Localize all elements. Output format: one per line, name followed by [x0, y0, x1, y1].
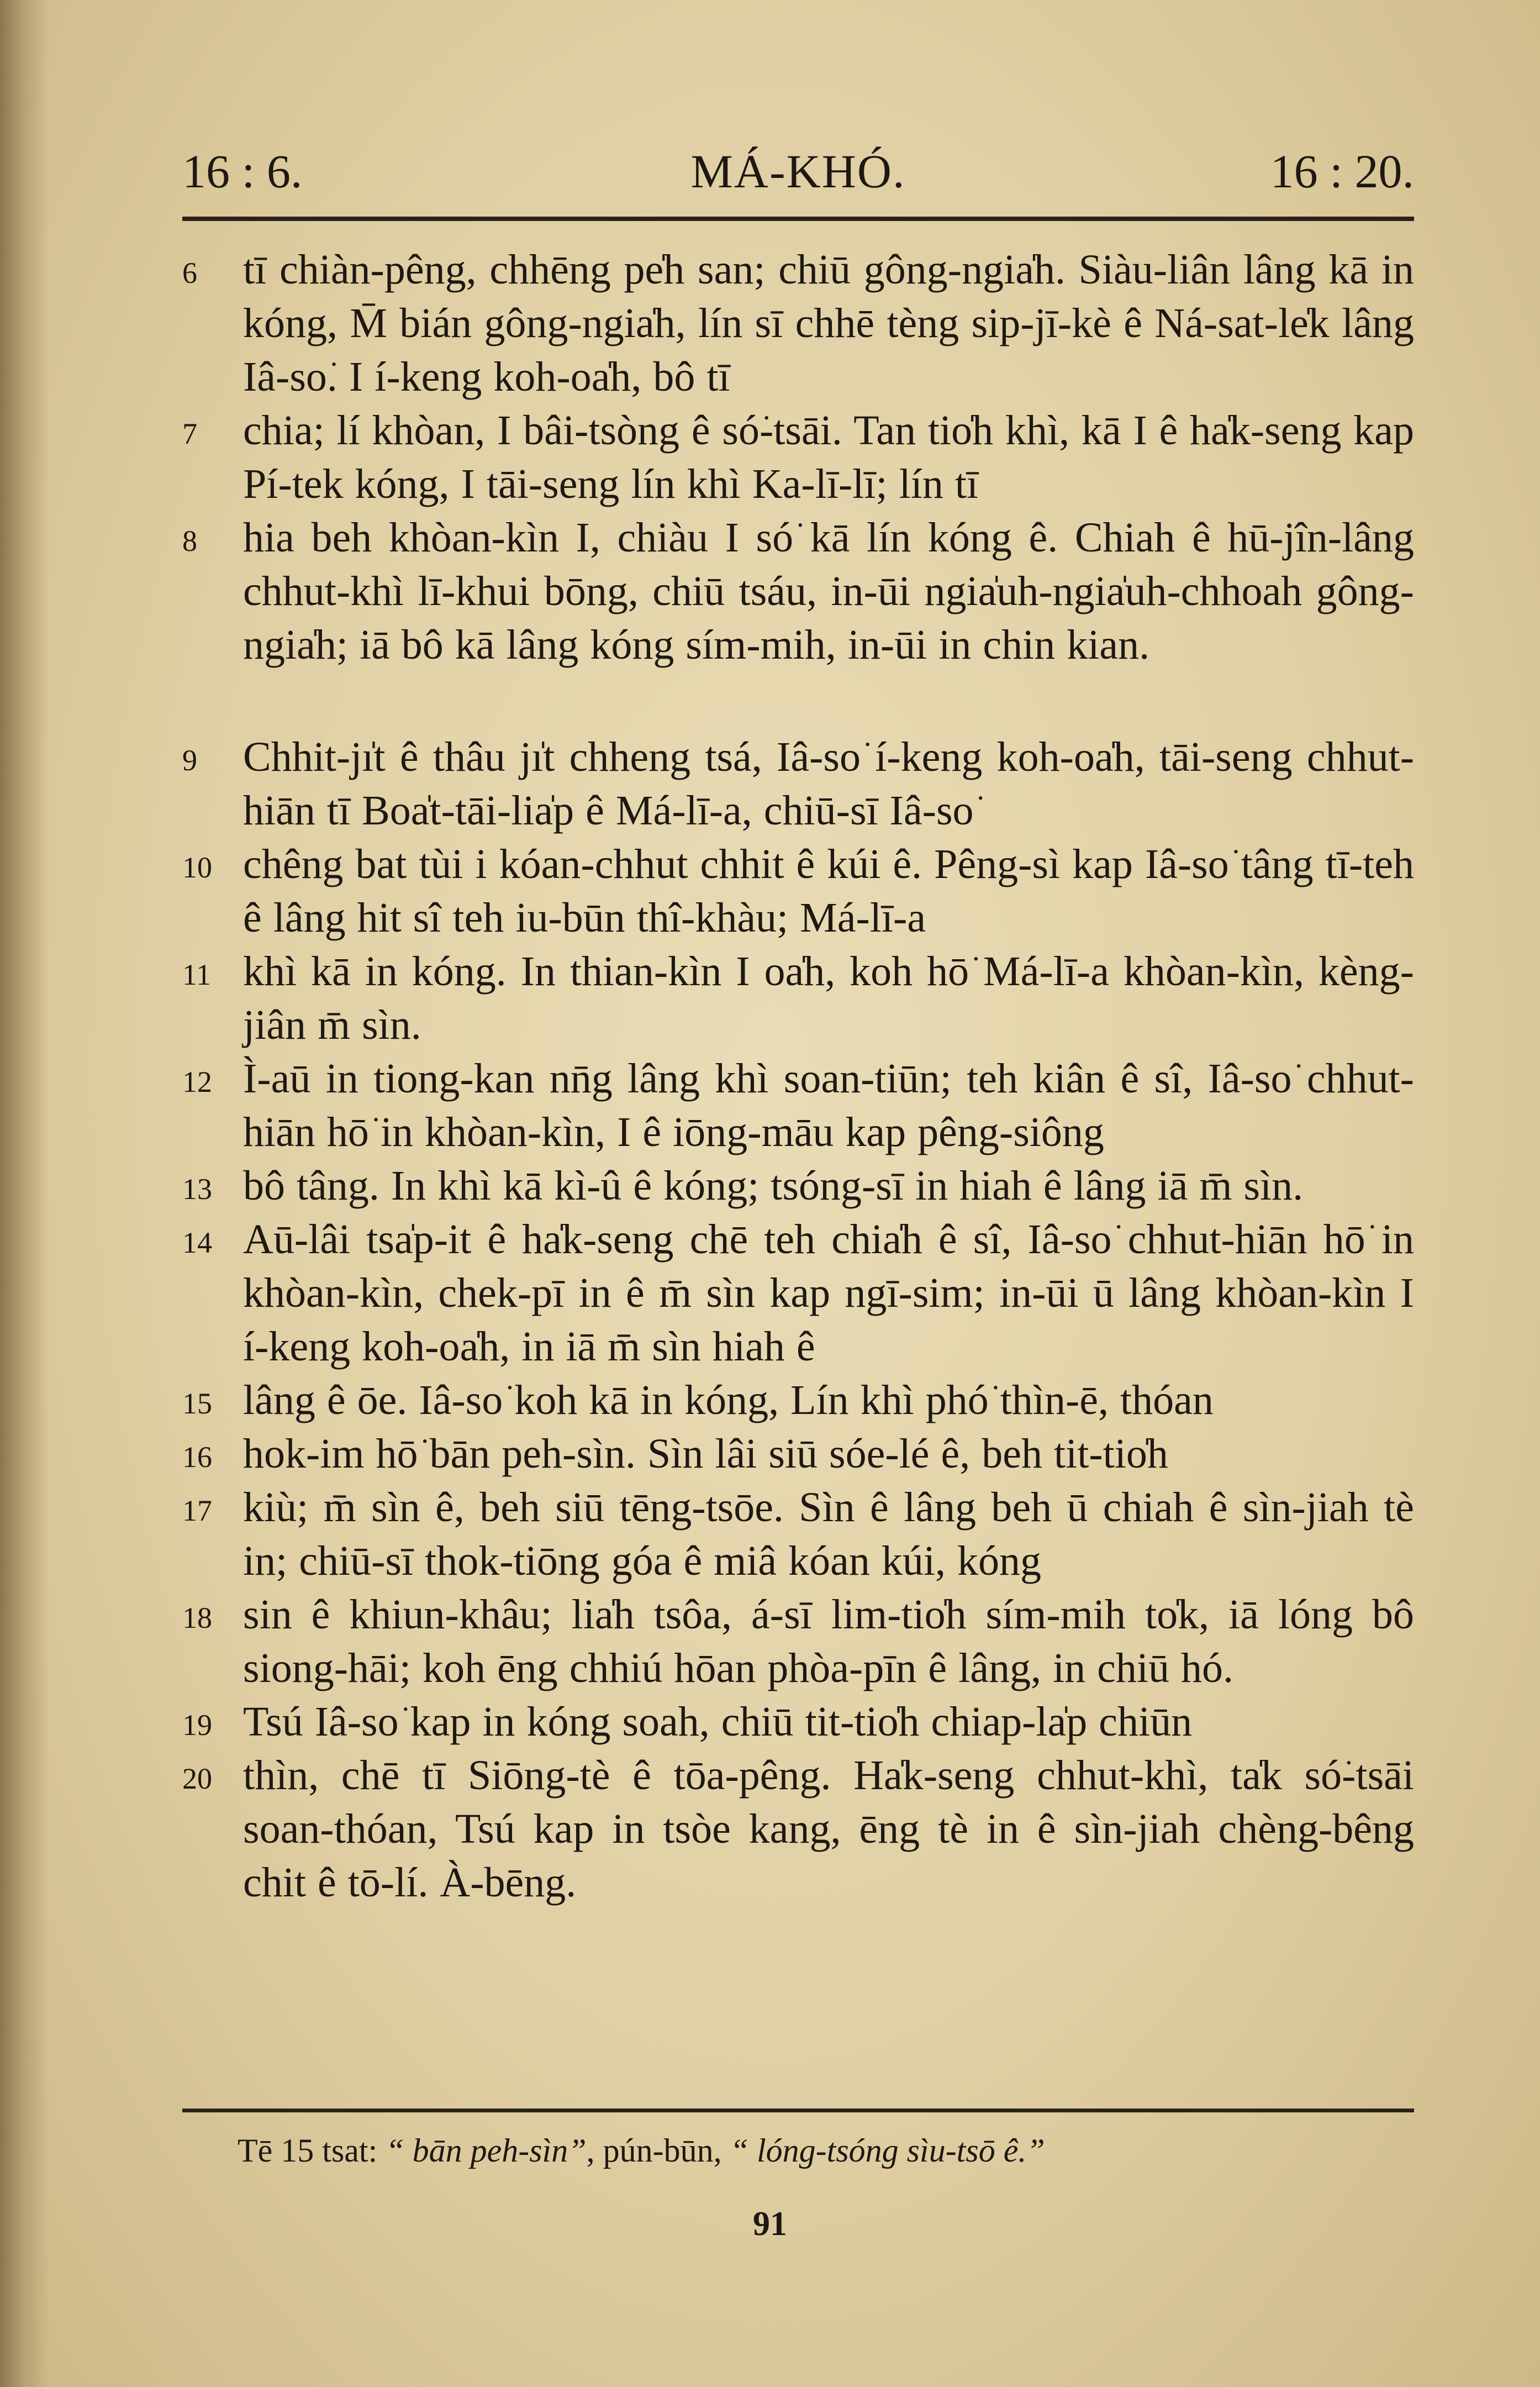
verse	[182, 243, 1414, 404]
verse-text: bô tâng. In khì kā kì-û ê kóng; tsóng-sī in hiah ê lâng iā m̄ sìn.	[243, 1163, 1304, 1209]
verse-number: 19	[182, 1708, 212, 1742]
page-number: 91	[753, 2205, 787, 2243]
verse	[182, 1427, 1414, 1481]
verse-text: sin ê khiun-khâu; lia̍h tsôa, á-sī lim-tio̍h sím-mih to̍k, iā lóng bô siong-hāi; koh ēng chhiú hōan phòa-pīn ê lâng, in chiū hó.	[243, 1591, 1414, 1691]
verse-number: 16	[182, 1440, 212, 1474]
verse-text: thìn, chē tī Siōng-tè ê tōa-pêng. Ha̍k-seng chhut-khì, ta̍k só͘-tsāi soan-thóan, Tsú kap in tsòe kang, ēng tè in ê sìn-jiah chèng-bêng chit ê tō-lí. À-bēng.	[243, 1752, 1414, 1906]
header-right-reference: 16 : 20.	[1270, 145, 1414, 198]
verse-number: 17	[182, 1494, 212, 1527]
verse	[182, 1695, 1414, 1749]
verse	[182, 838, 1414, 945]
verse-text: hok-im hō͘ bān peh-sìn. Sìn lâi siū sóe-lé ê, beh tit-tio̍h	[243, 1431, 1168, 1477]
verse-number: 10	[182, 851, 212, 884]
verse-text: tī chiàn-pêng, chhēng pe̍h san; chiū gông-ngia̍h. Siàu-liân lâng kā in kóng, M̄ bián gông-ngia̍h, lín sī chhē tèng sip-jī-kè ê Ná-sat-le̍k lâng Iâ-so͘. I í-keng koh-oa̍h, bô tī	[243, 246, 1414, 400]
verse-number: 14	[182, 1226, 212, 1259]
footnote-quote-1: “ bān peh-sìn”	[386, 2132, 587, 2169]
verse-number: 8	[182, 524, 197, 558]
verse-number: 11	[182, 958, 211, 991]
verse	[182, 1749, 1414, 1910]
verse-text: Chhit-jı̍t ê thâu jı̍t chheng tsá, Iâ-so͘ í-keng koh-oa̍h, tāi-seng chhut-hiān tī Boa̍t-tāi-lia̍p ê Má-lī-a, chiū-sī Iâ-so͘	[243, 734, 1414, 834]
verse-text: hia beh khòan-kìn I, chiàu I só͘ kā lín kóng ê. Chiah ê hū-jîn-lâng chhut-khì lī-khui bōng, chiū tsáu, in-ūi ngia̍uh-ngia̍uh-chhoah gông-ngia̍h; iā bô kā lâng kóng sím-mih, in-ūi in chin kian.	[243, 514, 1414, 668]
verse	[182, 1481, 1414, 1588]
verse-number: 13	[182, 1173, 212, 1206]
verse	[182, 1052, 1414, 1159]
verse	[182, 1159, 1414, 1213]
footnote-quote-2: “ lóng-tsóng sìu-tsō ê.”	[730, 2132, 1045, 2169]
verse	[182, 945, 1414, 1052]
verse-text: Aū-lâi tsa̍p-it ê ha̍k-seng chē teh chia̍h ê sî, Iâ-so͘ chhut-hiān hō͘ in khòan-kìn, chek-pī in ê m̄ sìn kap ngī-sim; in-ūi ū lâng khòan-kìn I í-keng koh-oa̍h, in iā m̄ sìn hiah ê	[243, 1216, 1414, 1370]
verse-number: 20	[182, 1762, 212, 1795]
verse-text: Ì-aū in tiong-kan nn̄g lâng khì soan-tiūn; teh kiân ê sî, Iâ-so͘ chhut-hiān hō͘ in khòan-kìn, I ê iōng-māu kap pêng-siông	[243, 1055, 1414, 1155]
verse-number: 6	[182, 256, 197, 290]
verse-text: chia; lí khòan, I bâi-tsòng ê só͘-tsāi. Tan tio̍h khì, kā I ê ha̍k-seng kap Pí-tek kóng, I tāi-seng lín khì Ka-lī-lī; lín tī	[243, 407, 1414, 507]
footnote-rule	[182, 2109, 1414, 2112]
verse-number: 12	[182, 1065, 212, 1098]
verse-text: lâng ê ōe. Iâ-so͘ koh kā in kóng, Lín khì phó͘ thìn-ē, thóan	[243, 1377, 1214, 1423]
running-header	[182, 133, 1414, 210]
verse-text: chêng bat tùi i kóan-chhut chhit ê kúi ê. Pêng-sì kap Iâ-so͘ tâng tī-teh ê lâng hit sî teh iu-būn thî-khàu; Má-lī-a	[243, 841, 1414, 941]
verse-number: 9	[182, 744, 197, 777]
footnote-middle: , pún-būn,	[586, 2132, 722, 2169]
verse-number: 7	[182, 417, 197, 450]
paragraph-gap	[182, 672, 1414, 730]
verse	[182, 511, 1414, 672]
verse-text: khì kā in kóng. In thian-kìn I oa̍h, koh hō͘ Má-lī-a khòan-kìn, kèng-jiân m̄ sìn.	[243, 948, 1414, 1048]
verse	[182, 1374, 1414, 1427]
verse-text-body	[182, 243, 1414, 1910]
verse-text: Tsú Iâ-so͘ kap in kóng soah, chiū tit-tio̍h chiap-la̍p chiūn	[243, 1699, 1193, 1745]
verse	[182, 1213, 1414, 1374]
header-title: MÁ-KHÓ.	[690, 145, 906, 198]
verse	[182, 404, 1414, 511]
verse	[182, 730, 1414, 838]
verse-number: 15	[182, 1387, 212, 1420]
verse	[182, 1588, 1414, 1695]
header-left-reference: 16 : 6.	[182, 145, 303, 198]
footnote-prefix: Tē 15 tsat:	[238, 2132, 378, 2169]
verse-text: kiù; m̄ sìn ê, beh siū tēng-tsōe. Sìn ê lâng beh ū chiah ê sìn-jiah tè in; chiū-sī thok-tiōng góa ê miâ kóan kúi, kóng	[243, 1484, 1414, 1584]
footnote	[238, 2132, 1397, 2170]
page-binding-shadow	[0, 0, 50, 2387]
verse-number: 18	[182, 1601, 212, 1634]
header-rule	[182, 217, 1414, 221]
